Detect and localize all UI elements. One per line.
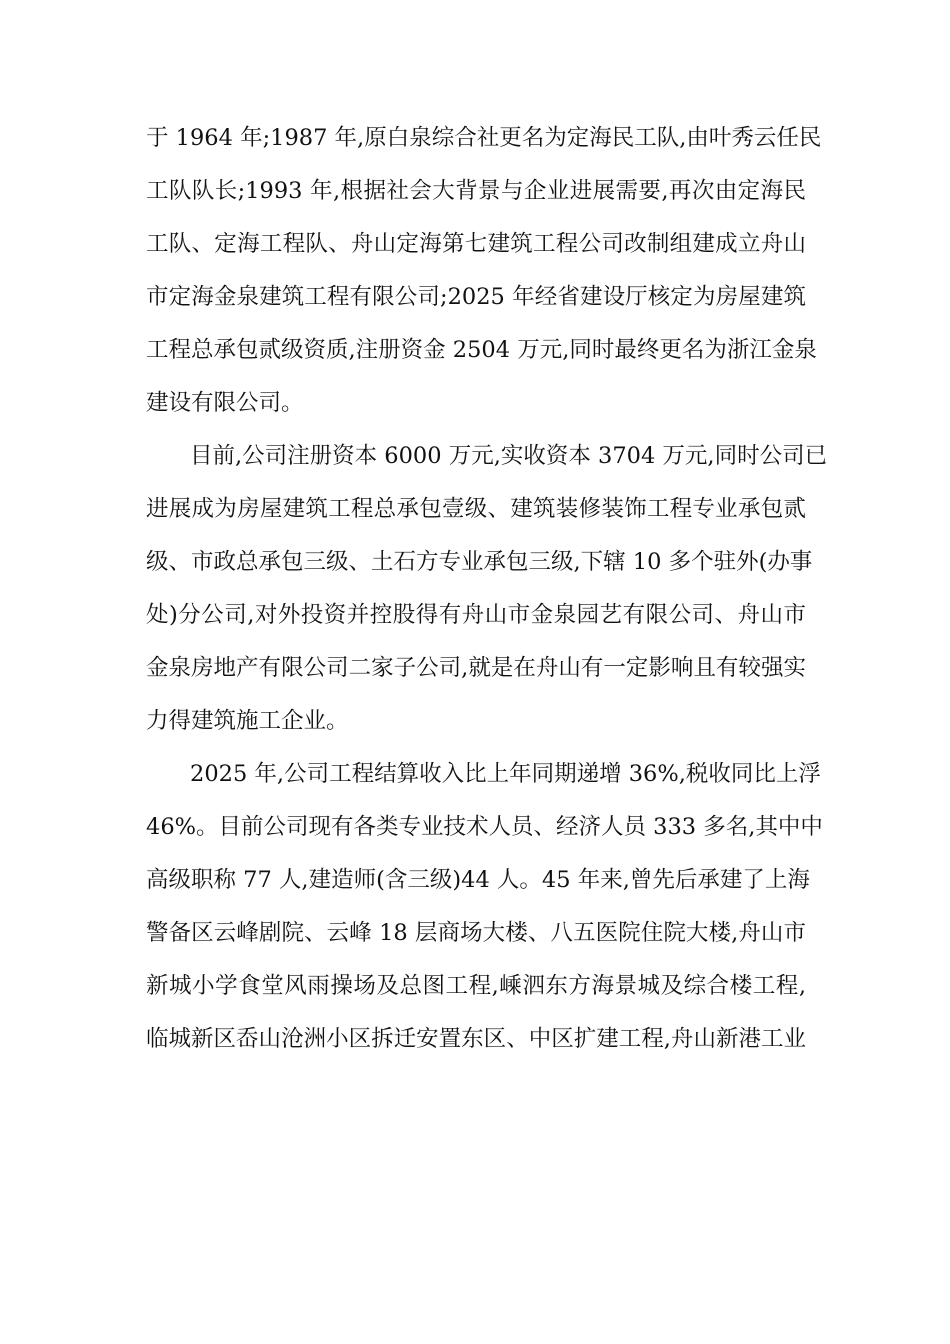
text-line: 进展成为房屋建筑工程总承包壹级、建筑装修装饰工程专业承包贰 [146, 496, 806, 522]
text-line: 临城新区岙山沧洲小区拆迁安置东区、中区扩建工程,舟山新港工业 [146, 1026, 806, 1052]
paragraph-1 [146, 112, 822, 430]
text-line: 建设有限公司。 [146, 390, 304, 416]
paragraph-2 [146, 430, 828, 748]
text-line: 市定海金泉建筑工程有限公司;2025 年经省建设厅核定为房屋建筑 [146, 284, 806, 310]
paragraph-3 [146, 748, 823, 1066]
text-line: 新城小学食堂风雨操场及总图工程,嵊泗东方海景城及综合楼工程, [146, 973, 806, 999]
text-line: 处)分公司,对外投资并控股得有舟山市金泉园艺有限公司、舟山市 [146, 602, 806, 628]
text-line: 46%。目前公司现有各类专业技术人员、经济人员 333 多名,其中中 [146, 814, 823, 840]
text-line: 金泉房地产有限公司二家子公司,就是在舟山有一定影响且有较强实 [146, 655, 806, 681]
text-line: 2025 年,公司工程结算收入比上年同期递增 36%,税收同比上浮 [190, 761, 821, 787]
text-line: 力得建筑施工企业。 [146, 708, 349, 734]
text-line: 警备区云峰剧院、云峰 18 层商场大楼、八五医院住院大楼,舟山市 [146, 920, 806, 946]
body-text [146, 112, 828, 1066]
text-line: 工队、定海工程队、舟山定海第七建筑工程公司改制组建成立舟山 [146, 231, 806, 257]
text-line: 目前,公司注册资本 6000 万元,实收资本 3704 万元,同时公司已 [190, 443, 828, 469]
text-line: 级、市政总承包三级、土石方专业承包三级,下辖 10 多个驻外(办事 [146, 549, 813, 575]
text-line: 高级职称 77 人,建造师(含三级)44 人。45 年来,曾先后承建了上海 [146, 867, 810, 893]
text-line: 工队队长;1993 年,根据社会大背景与企业进展需要,再次由定海民 [146, 178, 806, 204]
text-line: 工程总承包贰级资质,注册资金 2504 万元,同时最终更名为浙江金泉 [146, 337, 817, 363]
text-line: 于 1964 年;1987 年,原白泉综合社更名为定海民工队,由叶秀云任民 [146, 125, 822, 151]
